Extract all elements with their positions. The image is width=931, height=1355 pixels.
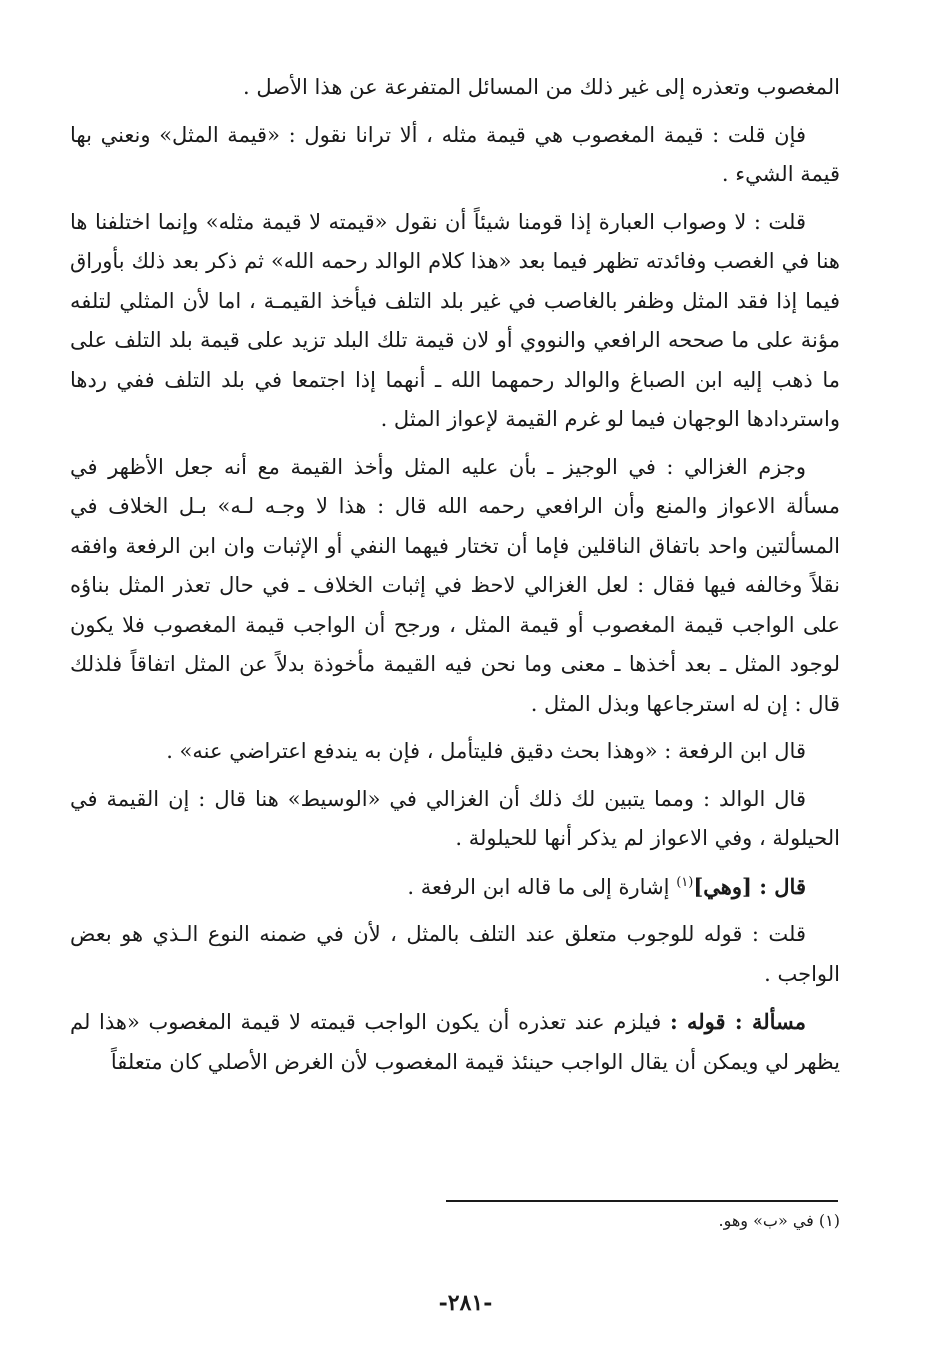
- footnote-marker: (١): [676, 874, 694, 890]
- paragraph-qal: [70, 867, 840, 908]
- main-text: [70, 68, 840, 1090]
- qal-text: قال : [وهي]: [693, 873, 806, 899]
- page-number: -٢٨١-: [438, 1290, 493, 1316]
- masala-text: فيلزم عند تعذره أن يكون الواجب قيمته لا قيمة المغصوب «هذا لم يظهر لي ويمكن أن يقال الواجب حينئذ قيمة المغصوب لأن الغرض الأصلي كان متعلقاً: [70, 1010, 840, 1074]
- paragraph-qult: قلت : قوله للوجوب متعلق عند التلف بالمثل ، لأن في ضمنه النوع الـذي هو بعض الواجب .: [70, 922, 840, 986]
- paragraph-answer: قلت : لا وصواب العبارة إذا قومنا شيئاً أن نقول «قيمته لا قيمة مثله» وإنما اختلفنا ها هنا في الغصب وفائدته تظهر فيما بعد «هذا كلام الوالد رحمه الله» ثم ذكر بعد ذلك بأوراق فيما إذا فقد المثل وظفر بالغاصب في غير بلد التلف فيأخذ القيمـة ، اما لأن المثلي لتلفه مؤنة على ما صححه الرافعي والنووي أو لان قيمة تلك البلد تزيد على قيمة بلد التلف على ما ذهب إليه ابن الصباغ والوالد رحمهما الله ـ أنهما إذا اجتمعا في بلد التلف ففي ردها واستردادها الوجهان فيما لو غرم القيمة لإعواز المثل .: [70, 209, 840, 431]
- paragraph-walid: قال الوالد : ومما يتبين لك ذلك أن الغزالي في «الوسيط» هنا قال : إن القيمة في الحيلولة ، وفي الاعواز لم يذكر أنها للحيلولة .: [70, 786, 840, 850]
- masala-heading: مسألة : قوله :: [669, 1009, 806, 1034]
- qal-rest: إشارة إلى ما قاله ابن الرفعة .: [407, 874, 677, 899]
- paragraph-question: فإن قلت : قيمة المغصوب هي قيمة مثله ، ألا ترانا نقول : «قيمة المثل» ونعني بها قيمة الشيء .: [70, 122, 840, 186]
- footnote-divider: [446, 1200, 838, 1202]
- paragraph-ibn-rifaa: قال ابن الرفعة : «وهذا بحث دقيق فليتأمل ، فإن به يندفع اعتراضي عنه» .: [166, 739, 806, 763]
- paragraph-masala: [70, 1002, 840, 1082]
- paragraph-ghazali: وجزم الغزالي : في الوجيز ـ بأن عليه المثل وأخذ القيمة مع أنه جعل الأظهر في مسألة الاعواز والمنع وأن الرافعي رحمه الله قال : هذا لا وجـه لـه» بـل الخلاف في المسألتين واحد باتفاق الناقلين فإما أن تختار فيهما النفي أو الإثبات وان ابن الرفعة وافقه نقلاً وخالفه فيها فقال : لعل الغزالي لاحظ في إثبات الخلاف ـ في حال تعذر المثل بناؤه على الواجب قيمة المغصوب أو قيمة المثل ، ورجح أن الواجب قيمة المغصوب فلا يكون لوجود المثل ـ بعد أخذها ـ معنى وما نحن فيه القيمة مأخوذة بدلاً عن المثل اتفاقاً فلذلك قال : إن له استرجاعها وبذل المثل .: [70, 454, 840, 716]
- footnote: (١) في «ب» وهو.: [718, 1211, 840, 1230]
- paragraph-continuation: المغصوب وتعذره إلى غير ذلك من المسائل المتفرعة عن هذا الأصل .: [242, 75, 840, 99]
